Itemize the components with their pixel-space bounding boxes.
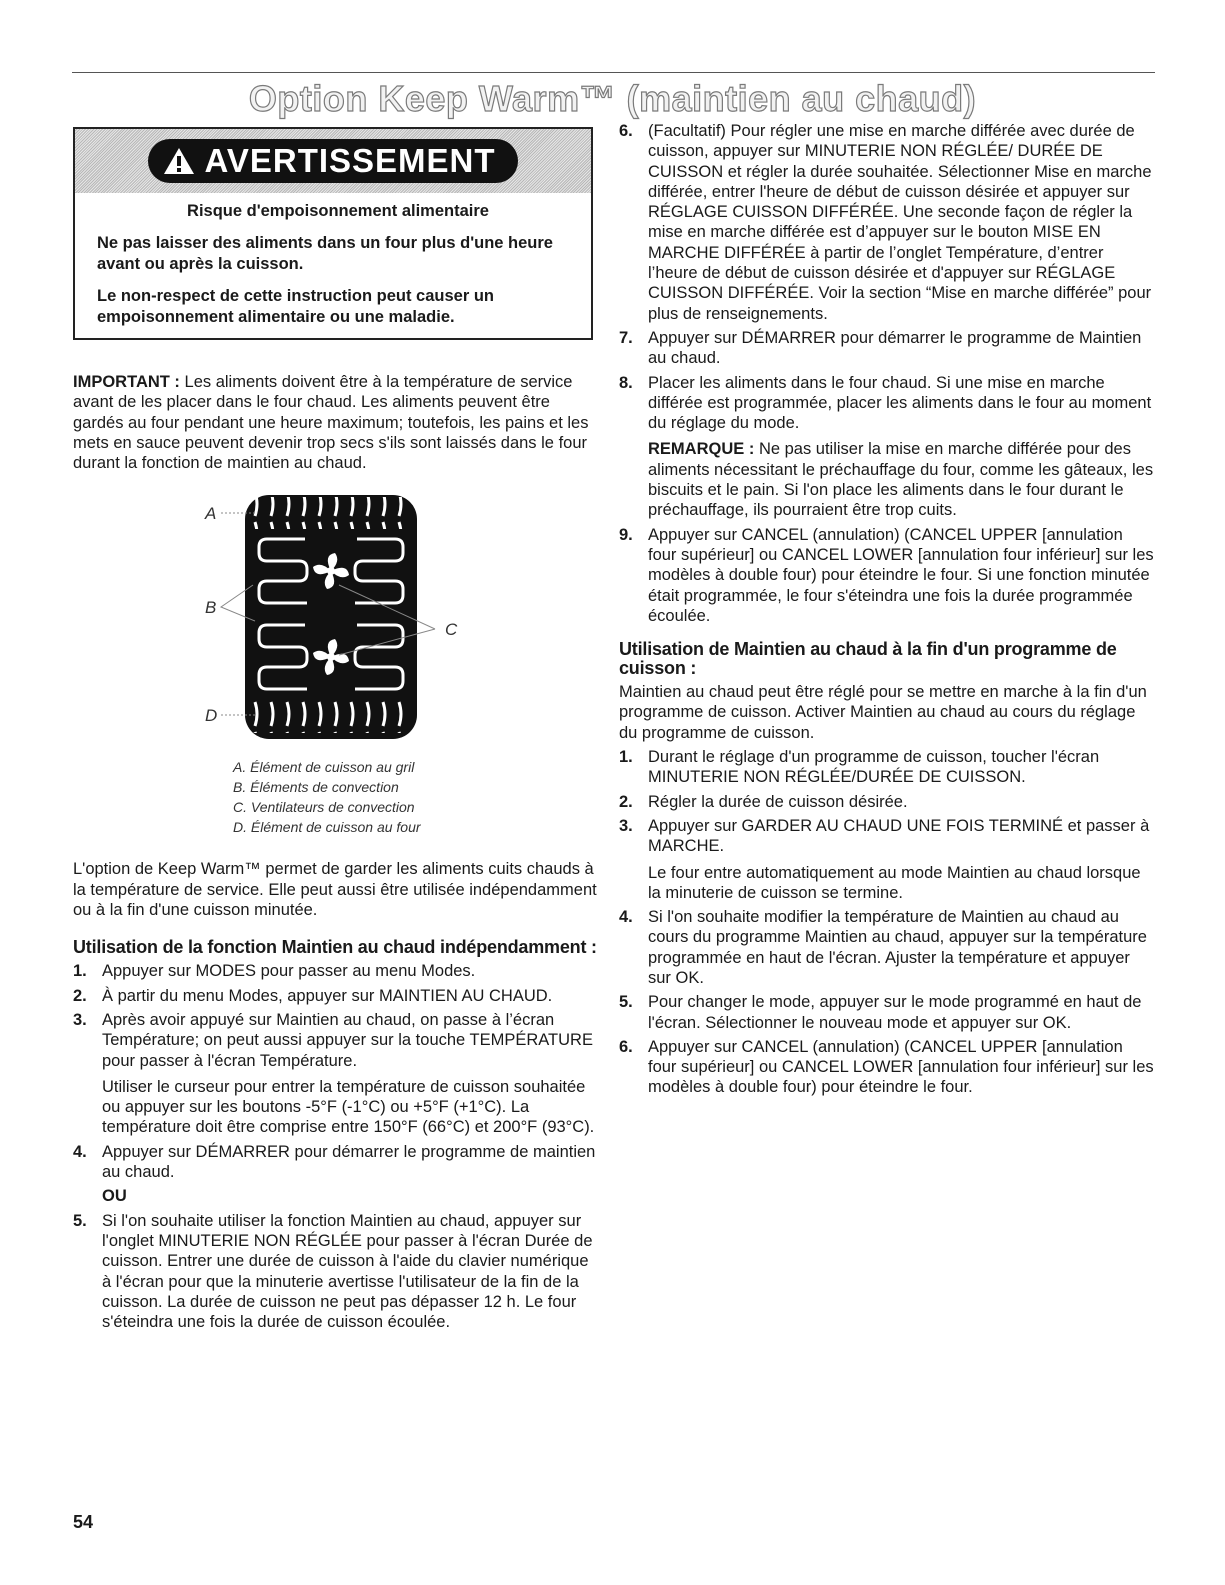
warning-triangle-icon [162, 146, 196, 176]
section1-steps-continued [619, 121, 1155, 626]
intro-paragraph: L'option de Keep Warm™ permet de garder les aliments cuits chauds à la température de service. Elle peut aussi être utilisée indépendamment ou à la fin d'une cuisson minutée. [73, 860, 597, 920]
remark-text: Ne pas utiliser la mise en marche différée pour des aliments nécessitant le préchauffage du four, comme les gâteaux, les biscuits et le pain. Si l'on place les aliments dans le four durant le préchauffage, ils pourraient être trop cuits. [648, 440, 1154, 520]
list-item [73, 986, 599, 1006]
page-number: 54 [73, 1512, 94, 1532]
section1-heading: Utilisation de la fonction Maintien au chaud indépendamment : [73, 937, 597, 958]
list-item [619, 792, 1155, 812]
list-item [619, 373, 1155, 521]
important-label: IMPORTANT : [73, 373, 180, 391]
warning-line-2: Le non-respect de cette instruction peut causer un empoisonnement alimentaire ou une maladie. [97, 287, 494, 326]
step-text: Durant le réglage d'un programme de cuisson, toucher l'écran MINUTERIE NON RÉGLÉE/DURÉE DE CUISSON. [648, 748, 1100, 787]
label-a: A [205, 504, 217, 524]
step-text: Si l'on souhaite modifier la température de Maintien au chaud au cours du programme Maintien au chaud, appuyer sur la température programmée en haut de l'écran. Ajuster la température et appuyer sur OK. [648, 908, 1147, 987]
step-text: Appuyer sur GARDER AU CHAUD UNE FOIS TERMINÉ et passer à MARCHE. [648, 816, 1150, 856]
section2-heading: Utilisation de Maintien au chaud à la fin d'un programme de cuisson : [619, 639, 1117, 679]
oven-elements-diagram [73, 489, 599, 739]
left-column [73, 127, 599, 1336]
list-item [619, 328, 1155, 369]
step-text: Pour changer le mode, appuyer sur le mode programmé en haut de l'écran. Sélectionner le nouveau mode et appuyer sur OK. [648, 993, 1142, 1032]
caption-line: B. Éléments de convection [233, 779, 399, 796]
list-item [619, 907, 1155, 988]
caption-line: A. Élément de cuisson au gril [233, 759, 415, 776]
step-number: 6. [619, 122, 633, 140]
list-item [73, 1142, 599, 1207]
step-number: 8. [619, 373, 633, 392]
list-item [73, 1211, 599, 1333]
step-text: Appuyer sur DÉMARRER pour démarrer le programme de maintien au chaud. [102, 1142, 596, 1182]
step-subtext: Le four entre automatiquement au mode Maintien au chaud lorsque la minuterie de cuisson se termine. [648, 863, 1141, 902]
step-number: 9. [619, 525, 633, 544]
step-text: Après avoir appuyé sur Maintien au chaud, on passe à l’écran Température; on peut aussi appuyer sur la touche TEMPÉRATURE pour passer à l'écran Température. [102, 1010, 593, 1070]
warning-header [75, 129, 591, 193]
step-text: Appuyer sur CANCEL (annulation) (CANCEL UPPER [annulation four supérieur] ou CANCEL LOWER [annulation four inférieur] sur les modèles à double four) pour éteindre le four. [648, 1037, 1154, 1097]
top-rule [72, 72, 1155, 73]
warning-box [73, 127, 593, 340]
step-number: 6. [619, 1037, 633, 1056]
label-b: B [205, 598, 217, 618]
bake-element [253, 701, 409, 733]
warning-banner [148, 139, 517, 183]
list-item [73, 961, 599, 981]
broil-element [253, 497, 409, 529]
list-item [619, 747, 1155, 788]
step-subtext: Utiliser le curseur pour entrer la température de cuisson souhaitée ou appuyer sur les boutons -5°F (-1°C) ou +5°F (+1°C). La température doit être comprise entre 150°F (66°C) et 200°F (93°C). [102, 1077, 595, 1137]
step-text: Appuyer sur DÉMARRER pour démarrer le programme de Maintien au chaud. [648, 328, 1142, 368]
list-item [619, 1037, 1155, 1098]
step-number: 3. [619, 816, 633, 835]
step-number: 5. [73, 1211, 87, 1230]
section1-steps [73, 961, 599, 1332]
label-c: C [445, 620, 458, 640]
step-text: Appuyer sur MODES pour passer au menu Modes. [102, 962, 476, 981]
step-number: 4. [73, 1142, 87, 1161]
warning-line-1: Ne pas laisser des aliments dans un four plus d'une heure avant ou après la cuisson. [97, 234, 553, 273]
figure-caption [233, 757, 599, 837]
page-title: Option Keep Warm™ (maintien au chaud) [248, 78, 977, 119]
list-item [619, 121, 1155, 324]
label-d: D [205, 706, 218, 726]
section2-steps [619, 747, 1155, 1098]
step-number: 2. [73, 986, 87, 1005]
step-number: 7. [619, 328, 633, 347]
step-number: 3. [73, 1010, 87, 1029]
important-text: Les aliments doivent être à la température de service avant de les placer dans le four chaud. Les aliments peuvent être gardés au four pendant une heure maximum; toutefois, les pains et les mets en sauce peuvent devenir trop secs s'ils sont laissés dans le four durant la fonction de maintien au chaud. [73, 373, 589, 473]
list-item [619, 992, 1155, 1033]
caption-line: C. Ventilateurs de convection [233, 799, 415, 816]
step-text: Si l'on souhaite utiliser la fonction Maintien au chaud, appuyer sur l'onglet MINUTERIE NON RÉGLÉE pour passer à l'écran Durée de cuisson. Entrer une durée de cuisson à l'aide du clavier numérique à l'écran pour que la minuterie avertisse l'utilisateur de la fin de la cuisson. La durée de cuisson ne peut pas dépasser 12 h. Le four s'éteindra une fois la durée de cuisson écoulée. [102, 1211, 593, 1332]
step-number: 1. [73, 962, 87, 981]
right-column [619, 121, 1155, 1102]
step-text: À partir du menu Modes, appuyer sur MAINTIEN AU CHAUD. [102, 986, 553, 1005]
step-number: 1. [619, 748, 633, 767]
step-text: Appuyer sur CANCEL (annulation) (CANCEL UPPER [annulation four supérieur] ou CANCEL LOWER [annulation four inférieur] sur les modèles à double four) pour éteindre le four. Si une fonction minutée était programmée, le four s'éteindra une fois la durée programmée écoulée. [648, 525, 1154, 625]
remark [648, 439, 1155, 520]
step-text: (Facultatif) Pour régler une mise en marche différée avec durée de cuisson, appuyer sur MINUTERIE NON RÉGLÉE/ DURÉE DE CUISSON et régler la durée souhaitée. Sélectionner Mise en marche différée, entrer l'heure de début de cuisson désirée et appuyer sur RÉGLAGE CUISSON DIFFÉRÉE. Une seconde façon de régler la mise en marche différée est d’appuyer sur le bouton MISE EN MARCHE DIFFÉRÉE à partir de l’onglet Température, d’entrer l’heure de début de cuisson désirée et d'appuyer sur RÉGLAGE CUISSON DIFFÉRÉE. Voir la section “Mise en marche différée” pour plus de renseignements. [648, 122, 1152, 323]
step-number: 5. [619, 993, 633, 1012]
section2-intro: Maintien au chaud peut être réglé pour se mettre en marche à la fin d'un programme de cuisson. Activer Maintien au chaud au cours du réglage du programme de cuisson. [619, 683, 1147, 742]
warning-hazard: Risque d'empoisonnement alimentaire [187, 202, 489, 220]
step-number: 2. [619, 792, 633, 811]
list-item [73, 1010, 599, 1138]
oven-diagram-graphic [73, 489, 599, 739]
or-label: OU [102, 1187, 127, 1206]
important-paragraph [73, 372, 599, 473]
warning-label: AVERTISSEMENT [204, 142, 496, 179]
remark-label: REMARQUE : [648, 440, 755, 459]
warning-body [75, 193, 591, 338]
step-text: Placer les aliments dans le four chaud. Si une mise en marche différée est programmée, placer les aliments dans le four au moment du réglage du mode. [648, 373, 1152, 433]
step-text: Régler la durée de cuisson désirée. [648, 792, 908, 811]
list-item [619, 525, 1155, 626]
caption-line: D. Élément de cuisson au four [233, 819, 421, 836]
list-item [619, 816, 1155, 903]
step-number: 4. [619, 908, 633, 927]
